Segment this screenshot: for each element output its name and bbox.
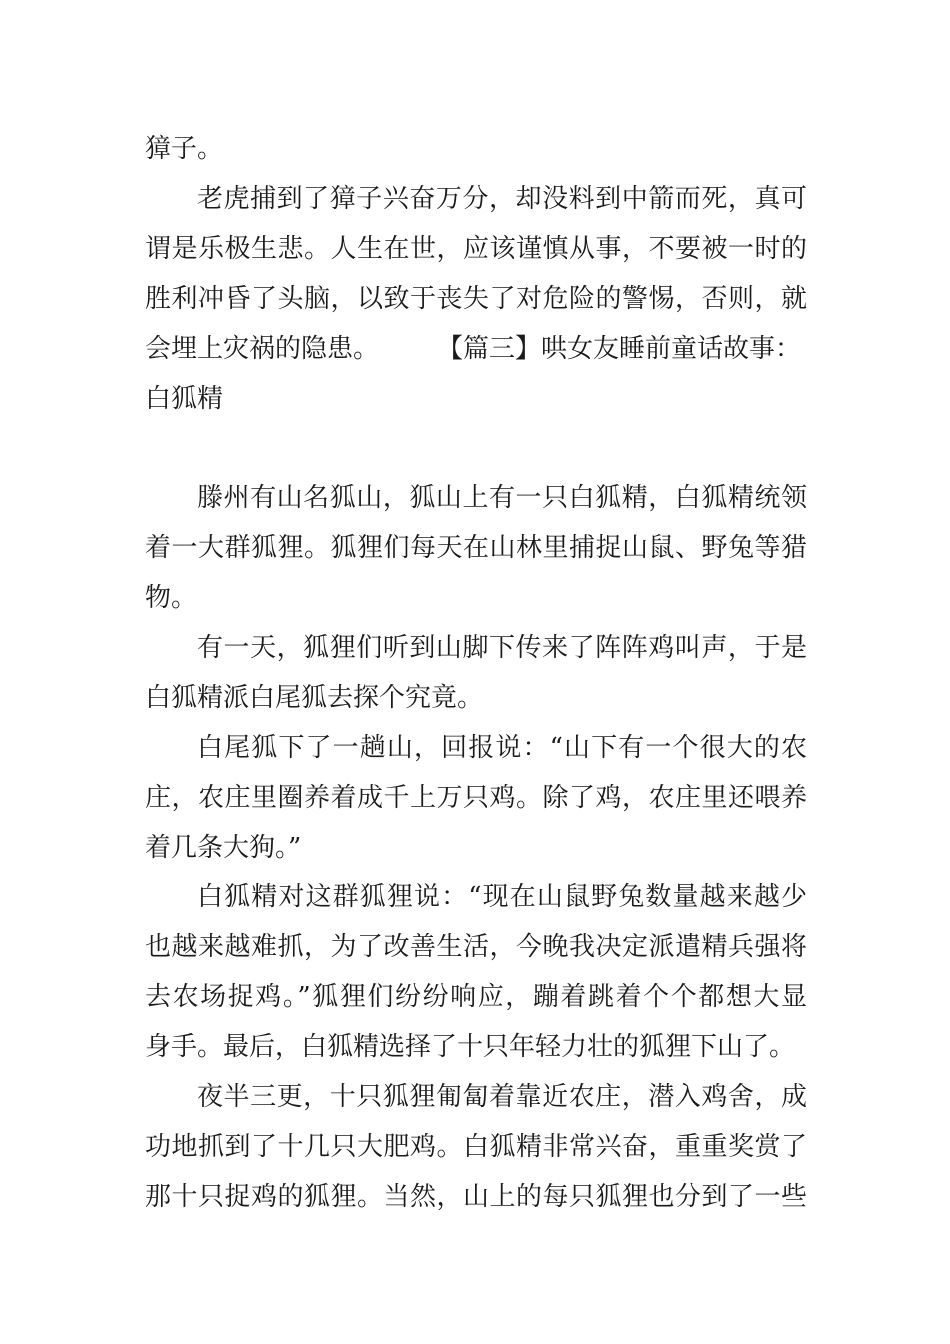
text-line	[145, 331, 807, 367]
text-line: 谓是乐极生悲。人生在世，应该谨慎从事，不要被一时的	[145, 234, 807, 264]
text-line: 白尾狐下了一趟山，回报说：“山下有一个很大的农	[197, 733, 807, 763]
text-line: 着几条大狗。”	[145, 833, 302, 863]
text-line: 獐子。	[145, 134, 224, 164]
section-heading: 【篇三】哄女友睡前童话故事：	[437, 334, 802, 364]
text-line: 那十只捉鸡的狐狸。当然，山上的每只狐狸也分到了一些	[145, 1182, 807, 1212]
text-line: 物。	[145, 583, 198, 613]
text-line: 白狐精派白尾狐去探个究竟。	[145, 683, 484, 713]
text-line: 庄，农庄里圈养着成千上万只鸡。除了鸡，农庄里还喂养	[145, 783, 807, 813]
text-line: 去农场捉鸡。”狐狸们纷纷响应，蹦着跳着个个都想大显	[145, 982, 807, 1012]
text-line: 白狐精对这群狐狸说：“现在山鼠野兔数量越来越少	[197, 882, 807, 912]
text-line: 滕州有山名狐山，狐山上有一只白狐精，白狐精统领	[197, 483, 807, 513]
text-fragment: 会埋上灾祸的隐患。	[145, 334, 380, 364]
text-line: 也越来越难抓，为了改善生活，今晚我决定派遣精兵强将	[145, 932, 807, 962]
section-heading-continued: 白狐精	[145, 384, 224, 414]
text-line: 身手。最后，白狐精选择了十只年轻力壮的狐狸下山了。	[145, 1032, 796, 1062]
text-line: 着一大群狐狸。狐狸们每天在山林里捕捉山鼠、野兔等猎	[145, 533, 807, 563]
text-line: 老虎捕到了獐子兴奋万分，却没料到中箭而死，真可	[197, 184, 807, 214]
text-line: 胜利冲昏了头脑，以致于丧失了对危险的警惕，否则，就	[145, 284, 807, 314]
text-line: 功地抓到了十几只大肥鸡。白狐精非常兴奋，重重奖赏了	[145, 1132, 807, 1162]
text-line: 有一天，狐狸们听到山脚下传来了阵阵鸡叫声，于是	[197, 633, 807, 663]
text-line: 夜半三更，十只狐狸匍匐着靠近农庄，潜入鸡舍，成	[197, 1082, 807, 1112]
